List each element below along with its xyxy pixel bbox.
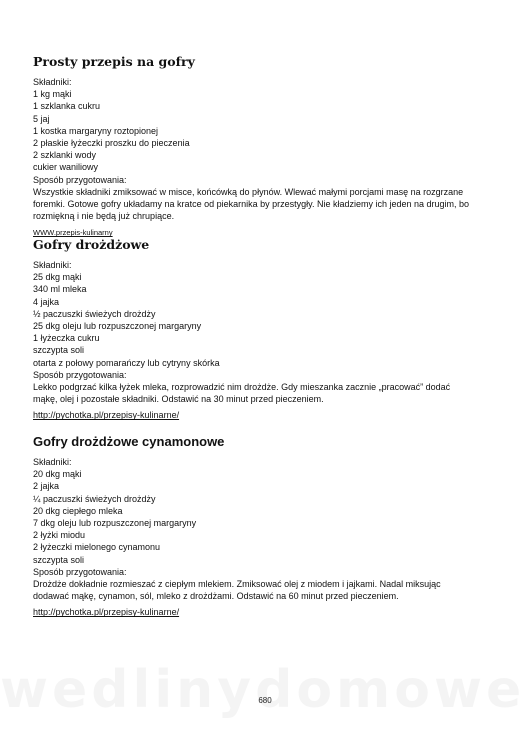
recipe-cinnamon-yeast-waffles	[33, 434, 503, 620]
ingredient-item: 2 jajka	[33, 481, 60, 492]
ingredient-item: 2 łyżki miodu	[33, 530, 86, 541]
recipe-yeast-waffles	[33, 237, 503, 423]
ingredient-item: 1 kg mąki	[33, 89, 72, 100]
ingredient-item: 25 dkg oleju lub rozpuszczonej margaryny	[33, 321, 202, 332]
recipe-title: Gofry drożdżowe cynamonowe	[33, 434, 225, 449]
page-number: 680	[258, 696, 272, 705]
recipe-title: Prosty przepis na gofry	[33, 54, 195, 69]
ingredients-label: Składniki:	[33, 260, 72, 270]
source-link[interactable]: http://pychotka.pl/przepisy-kulinarne/	[33, 410, 180, 421]
ingredient-item: 1 kostka margaryny roztopionej	[33, 125, 159, 136]
ingredients-label: Składniki:	[33, 457, 72, 467]
ingredient-item: 20 dkg mąki	[33, 469, 82, 480]
ingredient-item: 25 dkg mąki	[33, 272, 82, 283]
method-text: Drożdże dokładnie rozmieszać z ciepłym mlekiem. Zmiksować olej z miodem i jajkami. Nadal miksując dodawać mąkę, cynamon, sól, mleko z drożdżami. Odstawić na 60 minut przed pieczeniem.	[33, 579, 441, 602]
ingredient-item: 340 ml mleka	[33, 284, 87, 295]
method-text: Wszystkie składniki zmiksować w misce, końcówką do płynów. Wlewać małymi porcjami masę na rozgrzane foremki. Gotowe gofry układamy na kratce od piekarnika by przestygły. Nie kładziemy ich jeden na drugim, bo rozmiękną i nie będą już chrupiące.	[33, 186, 470, 222]
ingredient-item: 2 płaskie łyżeczki proszku do pieczenia	[33, 138, 190, 149]
ingredients-list	[33, 88, 503, 173]
ingredient-item: ¼ paczuszki świeżych drożdży	[33, 493, 156, 504]
ingredient-item: 5 jaj	[33, 113, 50, 124]
method-label: Sposób przygotowania:	[33, 566, 127, 577]
ingredient-item: 2 szklanki wody	[33, 150, 97, 161]
source-link[interactable]: WWW.przepis-kulinarny	[33, 228, 113, 238]
method-label: Sposób przygotowania:	[33, 369, 127, 380]
recipe-simple-waffles	[33, 54, 503, 240]
ingredients-label: Składniki:	[33, 77, 72, 87]
source-link[interactable]: http://pychotka.pl/przepisy-kulinarne/	[33, 607, 180, 618]
ingredient-item: szczypta soli	[33, 554, 85, 565]
ingredient-item: 7 dkg oleju lub rozpuszczonej margaryny	[33, 518, 197, 529]
ingredient-item: 1 łyżeczka cukru	[33, 333, 100, 344]
ingredient-item: szczypta soli	[33, 345, 85, 356]
ingredients-list	[33, 468, 503, 566]
method-label: Sposób przygotowania:	[33, 174, 127, 185]
ingredients-list	[33, 271, 503, 369]
ingredient-item: otarta z połowy pomarańczy lub cytryny skórka	[33, 357, 220, 368]
watermark	[0, 660, 530, 720]
ingredient-item: ½ paczuszki świeżych drożdży	[33, 308, 156, 319]
ingredient-item: 1 szklanka cukru	[33, 101, 101, 112]
ingredient-item: 4 jajka	[33, 296, 60, 307]
ingredient-item: 20 dkg ciepłego mleka	[33, 505, 123, 516]
ingredient-item: 2 łyżeczki mielonego cynamonu	[33, 542, 161, 553]
method-text: Lekko podgrzać kilka łyżek mleka, rozprowadzić nim drożdże. Gdy mieszanka zacznie „pracować” dodać mąkę, olej i pozostałe składniki. Odstawić na 30 minut przed pieczeniem.	[33, 382, 451, 405]
recipe-title: Gofry drożdżowe	[33, 237, 150, 252]
ingredient-item: cukier waniliowy	[33, 162, 99, 173]
